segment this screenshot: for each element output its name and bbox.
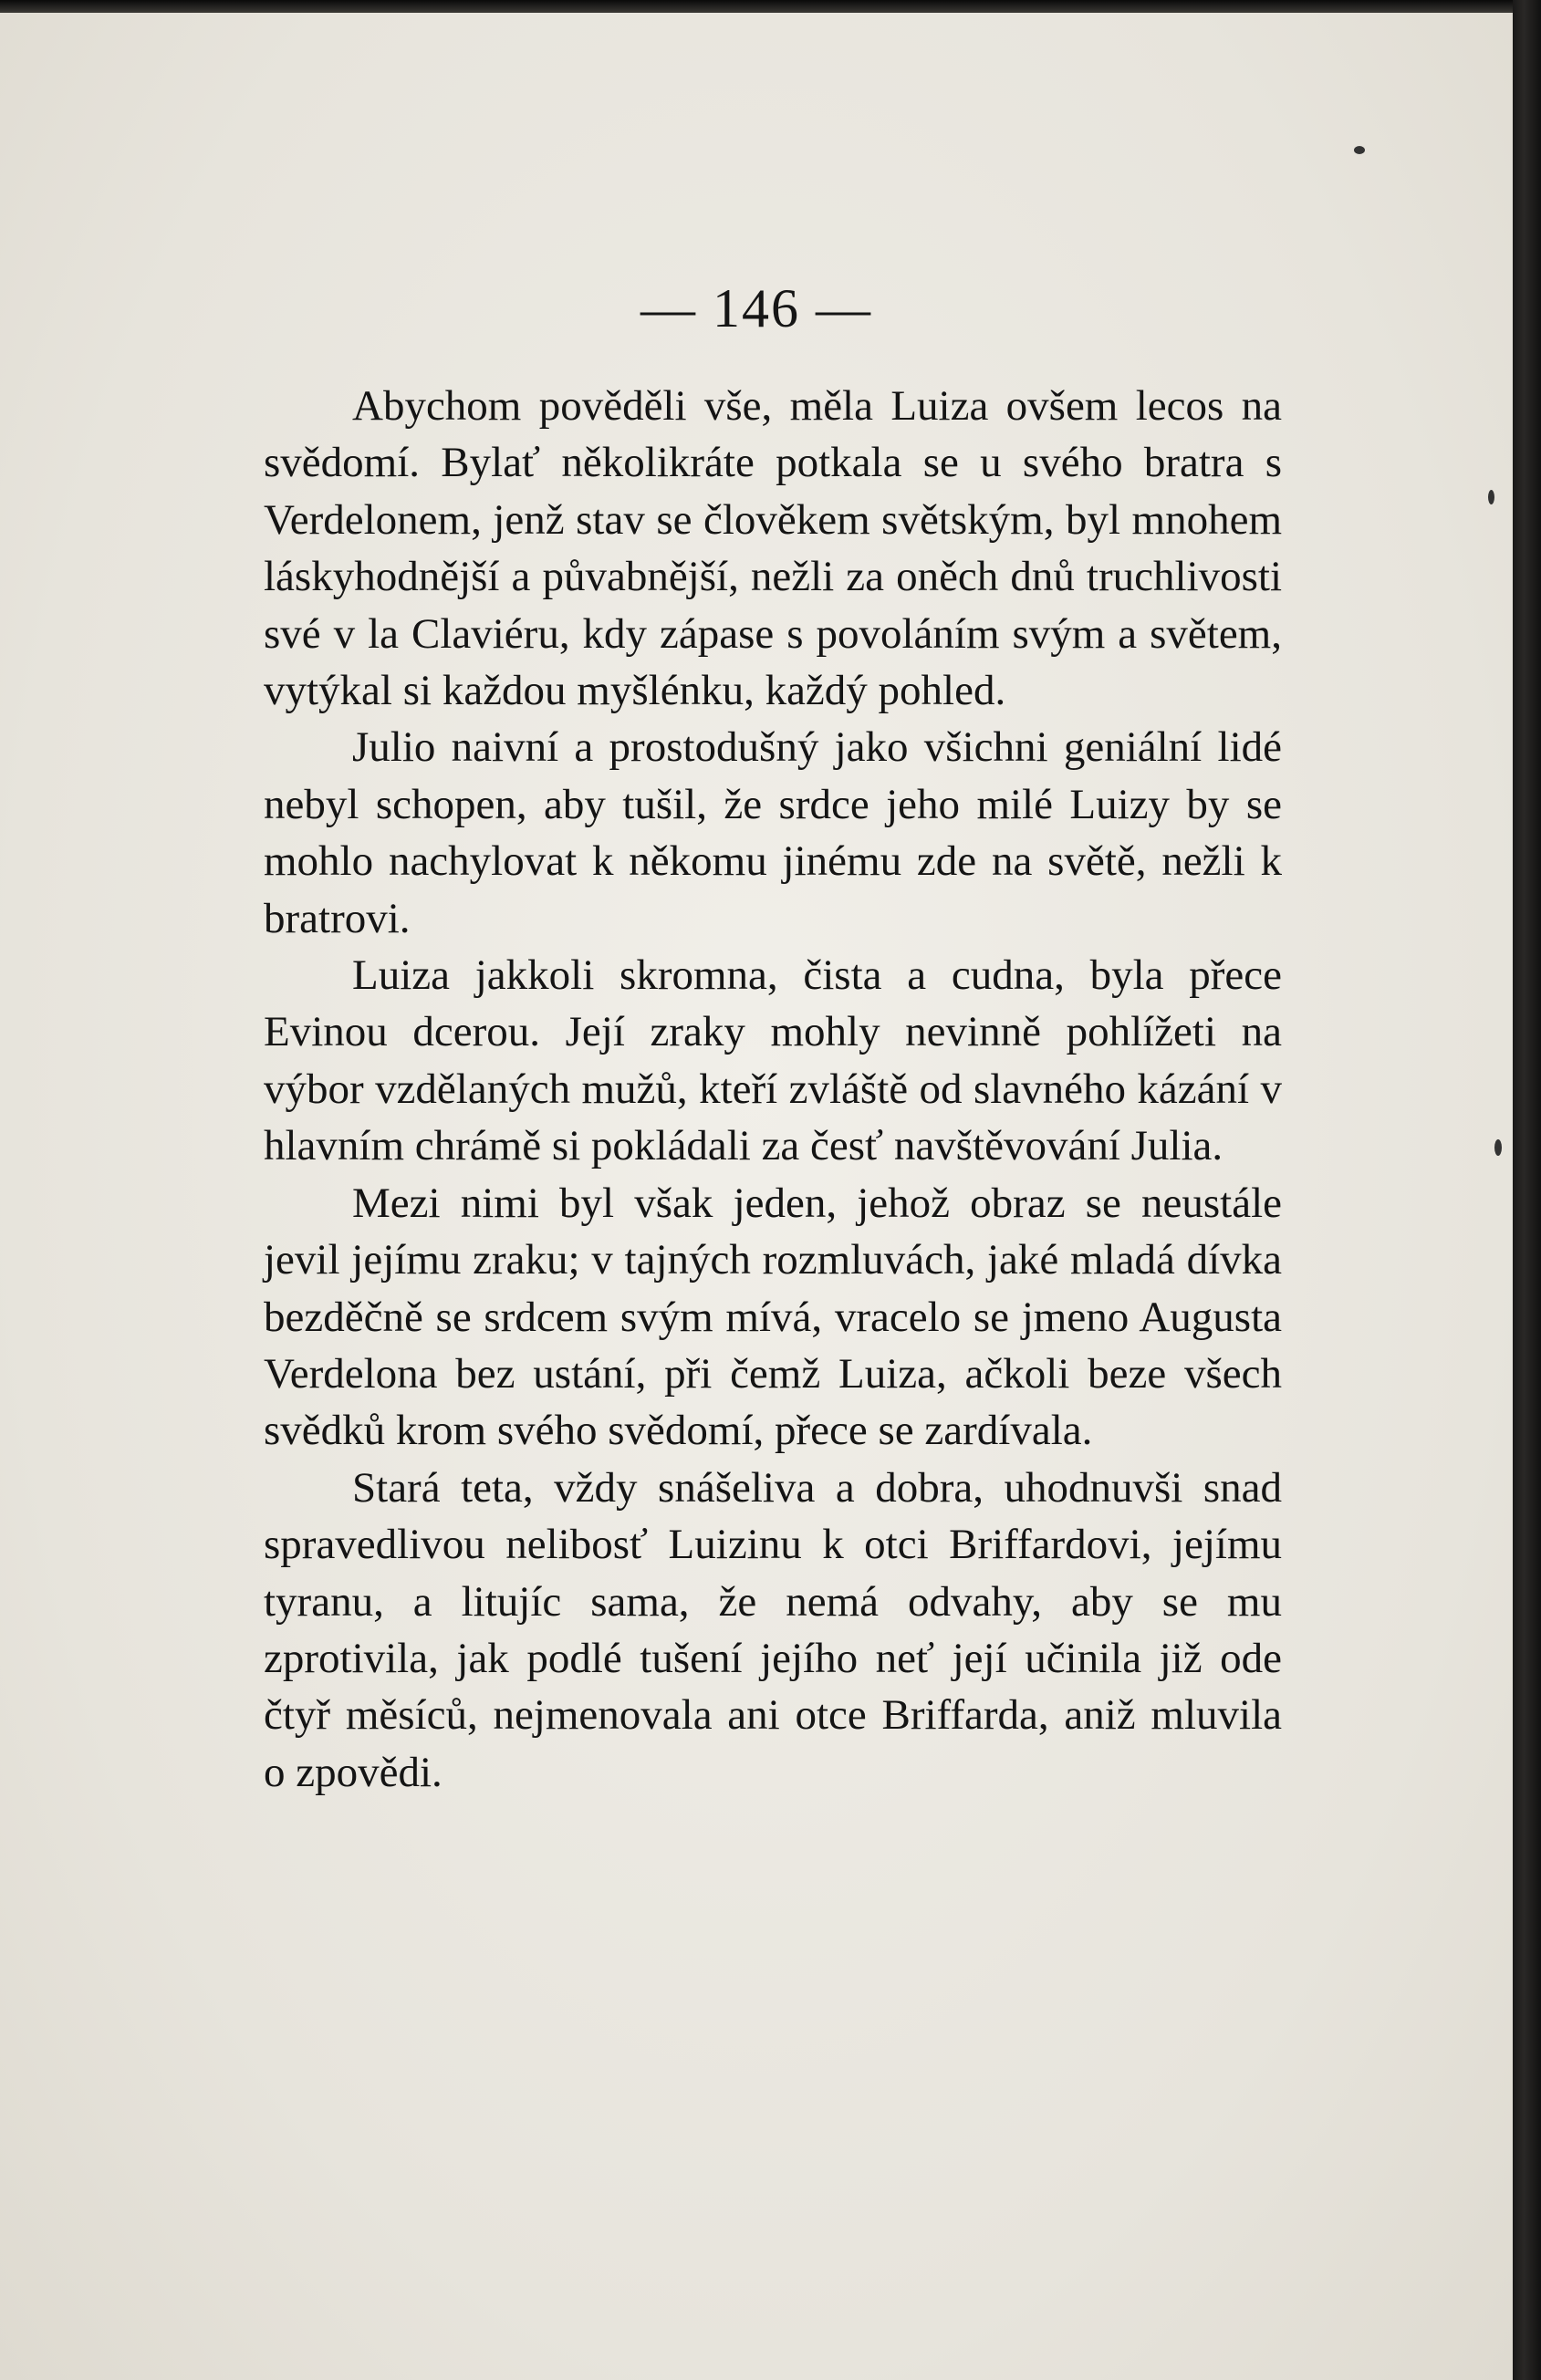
scan-top-edge [0, 0, 1541, 13]
paragraph-5: Stará teta, vždy snášeliva a dobra, uhodnuvši snad spravedlivou nelibosť Luizinu k otci Briffardovi, jejímu tyranu, a litujíc sama, že nemá odvahy, aby se mu zprotivila, jak podlé tušení jejího neť její učinila již ode čtyř měsíců, nejmenovala ani otce Briffarda, aniž mluvila o zpovědi. [264, 1463, 1282, 1796]
paragraph-1: Abychom pověděli vše, měla Luiza ovšem lecos na svědomí. Bylať několikráte potkala se u svého bratra s Verdelonem, jenž stav se člověkem světským, byl mnohem láskyhodnější a půvabnější, nežli za oněch dnů truchlivosti své v la Claviéru, kdy zápase s povoláním svým a světem, vytýkal si každou myšlénku, každý pohled. [264, 382, 1282, 715]
scan-speck [1494, 1139, 1502, 1156]
scan-speck [1354, 146, 1365, 154]
scan-right-edge [1513, 0, 1541, 2380]
page-number: — 146 — [640, 278, 872, 338]
paragraph-4: Mezi nimi byl však jeden, jehož obraz se neustále jevil jejímu zraku; v tajných rozmluvách, jaké mladá dívka bezděčně se srdcem svým mívá, vracelo se jmeno Augusta Verdelona bez ustání, při čemž Luiza, ačkoli beze všech svědků krom svého svědomí, přece se zardívala. [264, 1179, 1282, 1455]
page-text [264, 378, 1282, 1801]
paragraph-2: Julio naivní a prostodušný jako všichni geniální lidé nebyl schopen, aby tušil, že srdce jeho milé Luizy by se mohlo nachylovat k někomu jinému zde na světě, nežli k bratrovi. [264, 723, 1282, 942]
book-page [0, 13, 1513, 2380]
scan-speck [1488, 490, 1494, 504]
paragraph-3: Luiza jakkoli skromna, čista a cudna, byla přece Evinou dcerou. Její zraky mohly nevinně pohlížeti na výbor vzdělaných mužů, kteří zvláště od slavného kázání v hlavním chrámě si pokládali za česť navštěvování Julia. [264, 951, 1282, 1170]
